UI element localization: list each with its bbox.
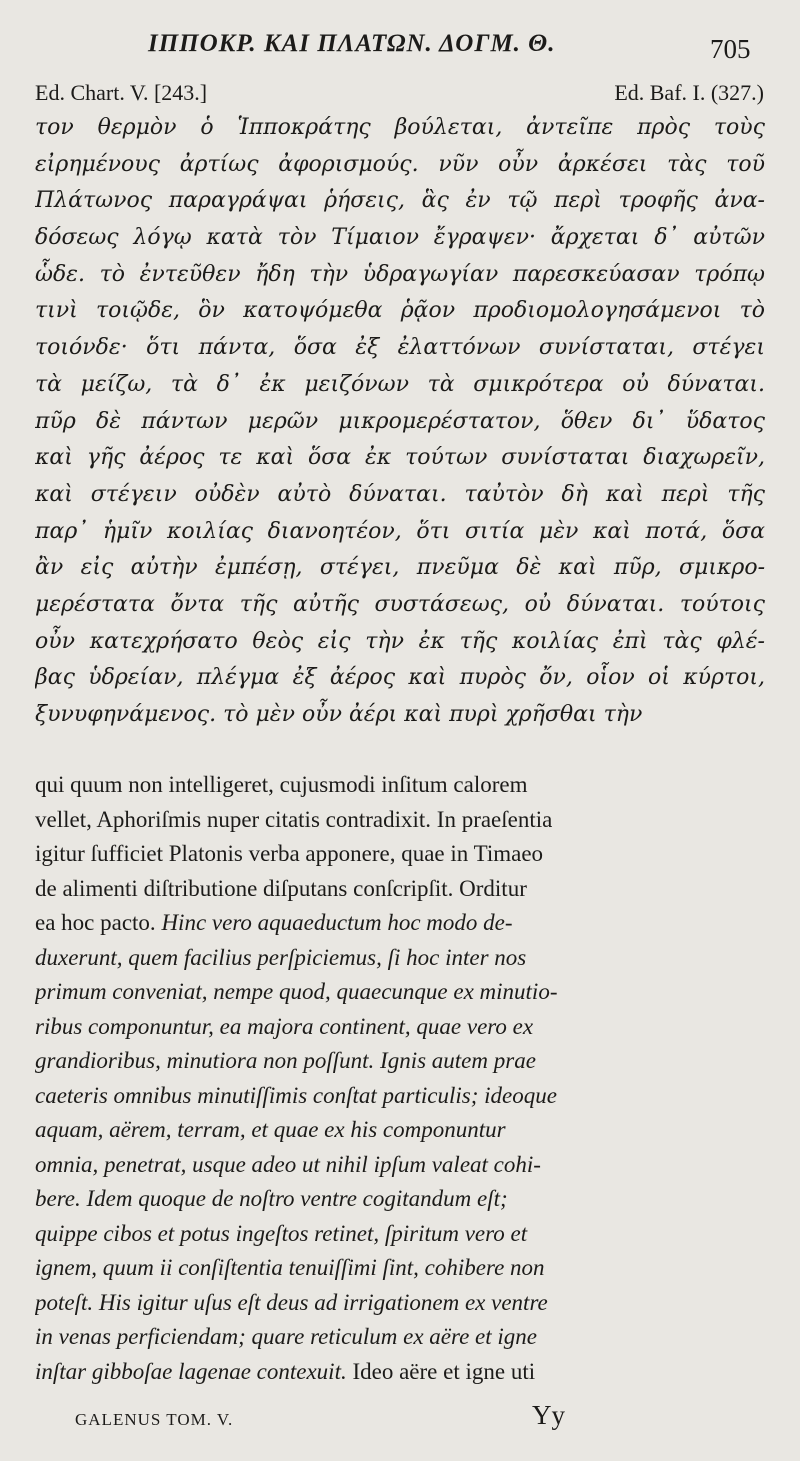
latin-roman-segment: qui quum non intelligeret, cujusmodi inſitum calorem — [35, 772, 528, 797]
latin-text-line — [35, 906, 765, 941]
latin-italic-segment: duxerunt, quem facilius perſpiciemus, ſi hoc inter nos — [35, 944, 527, 970]
greek-text-line: παρ᾽ ἡμῖν κοιλίας διανοητέον, ὅτι σιτία μὲν καὶ ποτά, ὅσα — [35, 518, 765, 544]
latin-roman-segment: de alimenti diſtributione diſputans conſcripſit. Orditur — [35, 875, 527, 901]
latin-text-line — [35, 872, 765, 907]
greek-text-line: τὰ μείζω, τὰ δ᾽ ἐκ μειζόνων τὰ σμικρότερα οὐ δύναται. — [35, 371, 765, 397]
greek-text-line: ἂν εἰς αὐτὴν ἐμπέσῃ, στέγει, πνεῦμα δὲ καὶ πῦρ, σμικρο- — [35, 555, 765, 581]
latin-italic-segment: aquam, aërem, terram, et quae ex his componuntur — [35, 1117, 506, 1142]
latin-text-block — [35, 768, 765, 1389]
latin-text-line — [35, 1320, 765, 1355]
latin-roman-segment: igitur ſufficiet Platonis verba apponere, quae in Timaeo — [35, 841, 544, 866]
edition-references — [0, 80, 800, 110]
latin-italic-segment: in venas perficiendam; quare reticulum ex aëre et igne — [35, 1324, 538, 1349]
greek-text-line: τοιόνδε· ὅτι πάντα, ὅσα ἐξ ἐλαττόνων συνίσταται, στέγει — [35, 335, 765, 361]
greek-text-line: εἰρημένους ἀρτίως ἀφορισμούς. νῦν οὖν ἀρκέσει τὰς τοῦ — [35, 151, 765, 177]
latin-italic-segment: inſtar gibboſae lagenae contexuit. — [35, 1358, 347, 1384]
latin-italic-segment: ribus componuntur, ea majora continent, quae vero ex — [35, 1013, 534, 1039]
latin-text-line — [35, 1113, 765, 1148]
greek-text-line: καὶ γῆς ἀέρος τε καὶ ὅσα ἐκ τούτων συνίσταται διαχωρεῖν, — [35, 445, 765, 471]
greek-text-line: Πλάτωνος παραγράψαι ῥήσεις, ἃς ἐν τῷ περὶ τροφῆς ἀνα- — [35, 188, 765, 214]
latin-roman-segment: vellet, Aphoriſmis nuper citatis contradixit. In praeſentia — [35, 806, 553, 832]
latin-text-line — [35, 768, 765, 803]
latin-text-line — [35, 1148, 765, 1183]
latin-italic-segment: primum conveniat, nempe quod, quaecunque ex minutio- — [35, 979, 558, 1004]
latin-text-line — [35, 975, 765, 1010]
latin-text-line — [35, 1251, 765, 1286]
latin-text-line — [35, 837, 765, 872]
greek-text-line: τινὶ τοιῷδε, ὃν κατοψόμεθα ῥᾷον προδιομολογησάμενοι τὸ — [35, 298, 765, 324]
greek-text-line: δόσεως λόγῳ κατὰ τὸν Τίμαιον ἔγραψεν· ἄρχεται δ᾽ αὐτῶν — [35, 225, 765, 251]
latin-text-line — [35, 1044, 765, 1079]
greek-text-line: ὧδε. τὸ ἐντεῦθεν ἤδη τὴν ὑδραγωγίαν παρεσκεύασαν τρόπῳ — [35, 261, 765, 287]
running-title: ΙΠΠΟΚΡ. ΚΑΙ ΠΛΑΤΩΝ. ΔΟΓΜ. Θ. — [148, 30, 556, 57]
latin-italic-segment: quippe cibos et potus ingeſtos retinet, ſpiritum vero et — [35, 1220, 528, 1246]
latin-italic-segment: caeteris omnibus minutiſſimis conſtat particulis; ideoque — [35, 1082, 557, 1108]
latin-roman-segment: ea hoc pacto. — [35, 910, 162, 935]
greek-text-line: μερέστατα ὄντα τῆς αὐτῆς συστάσεως, οὐ δύναται. τούτοις — [35, 591, 765, 617]
latin-italic-segment: grandioribus, minutiora non poſſunt. Ignis autem prae — [35, 1048, 536, 1073]
latin-italic-segment: ignem, quum ii conſiſtentia tenuiſſimi ſint, cohibere non — [35, 1255, 545, 1280]
latin-text-line — [35, 1355, 765, 1390]
gathering-mark: Yy — [532, 1400, 565, 1430]
greek-text-line: τον θερμὸν ὁ Ἱπποκράτης βούλεται, ἀντεῖπε πρὸς τοὺς — [35, 115, 765, 140]
greek-text-line: πῦρ δὲ πάντων μερῶν μικρομερέστατον, ὅθεν δι᾽ ὕδατος — [35, 408, 765, 434]
latin-text-line — [35, 1182, 765, 1217]
latin-italic-segment: Hinc vero aquaeductum hoc modo de- — [161, 910, 513, 935]
greek-text-line: ξυνυφηνάμενος. τὸ μὲν οὖν ἀέρι καὶ πυρὶ χρῆσθαι τὴν — [35, 702, 643, 727]
latin-text-line — [35, 1217, 765, 1252]
signature-line: GALENUS TOM. V. — [75, 1410, 234, 1429]
greek-text-block — [35, 110, 765, 734]
greek-text-line: καὶ στέγειν οὐδὲν αὐτὸ δύναται. ταὐτὸν δὴ καὶ περὶ τῆς — [35, 481, 765, 507]
page-footer — [0, 1400, 800, 1440]
latin-roman-segment: Ideo aëre et igne uti — [346, 1358, 536, 1384]
page-number: 705 — [710, 34, 751, 64]
latin-italic-segment: poteſt. His igitur uſus eſt deus ad irrigationem ex ventre — [35, 1289, 548, 1315]
latin-italic-segment: omnia, penetrat, usque adeo ut nihil ipſum valeat cohi- — [35, 1151, 541, 1177]
latin-text-line — [35, 803, 765, 838]
latin-text-line — [35, 1286, 765, 1321]
greek-text-line: οὖν κατεχρήσατο θεὸς εἰς τὴν ἐκ τῆς κοιλίας ἐπὶ τὰς φλέ- — [35, 628, 765, 654]
latin-text-line — [35, 1079, 765, 1114]
edition-chart-reference: Ed. Chart. V. [243.] — [35, 80, 208, 105]
latin-italic-segment: bere. Idem quoque de noſtro ventre cogitandum eſt; — [35, 1186, 508, 1211]
greek-text-line: βας ὑδρείαν, πλέγμα ἐξ ἀέρος καὶ πυρὸς ὄν, οἷον οἱ κύρτοι, — [35, 665, 765, 691]
edition-basel-reference: Ed. Baf. I. (327.) — [614, 80, 764, 105]
latin-text-line — [35, 941, 765, 976]
page-header — [0, 26, 800, 66]
latin-text-line — [35, 1010, 765, 1045]
